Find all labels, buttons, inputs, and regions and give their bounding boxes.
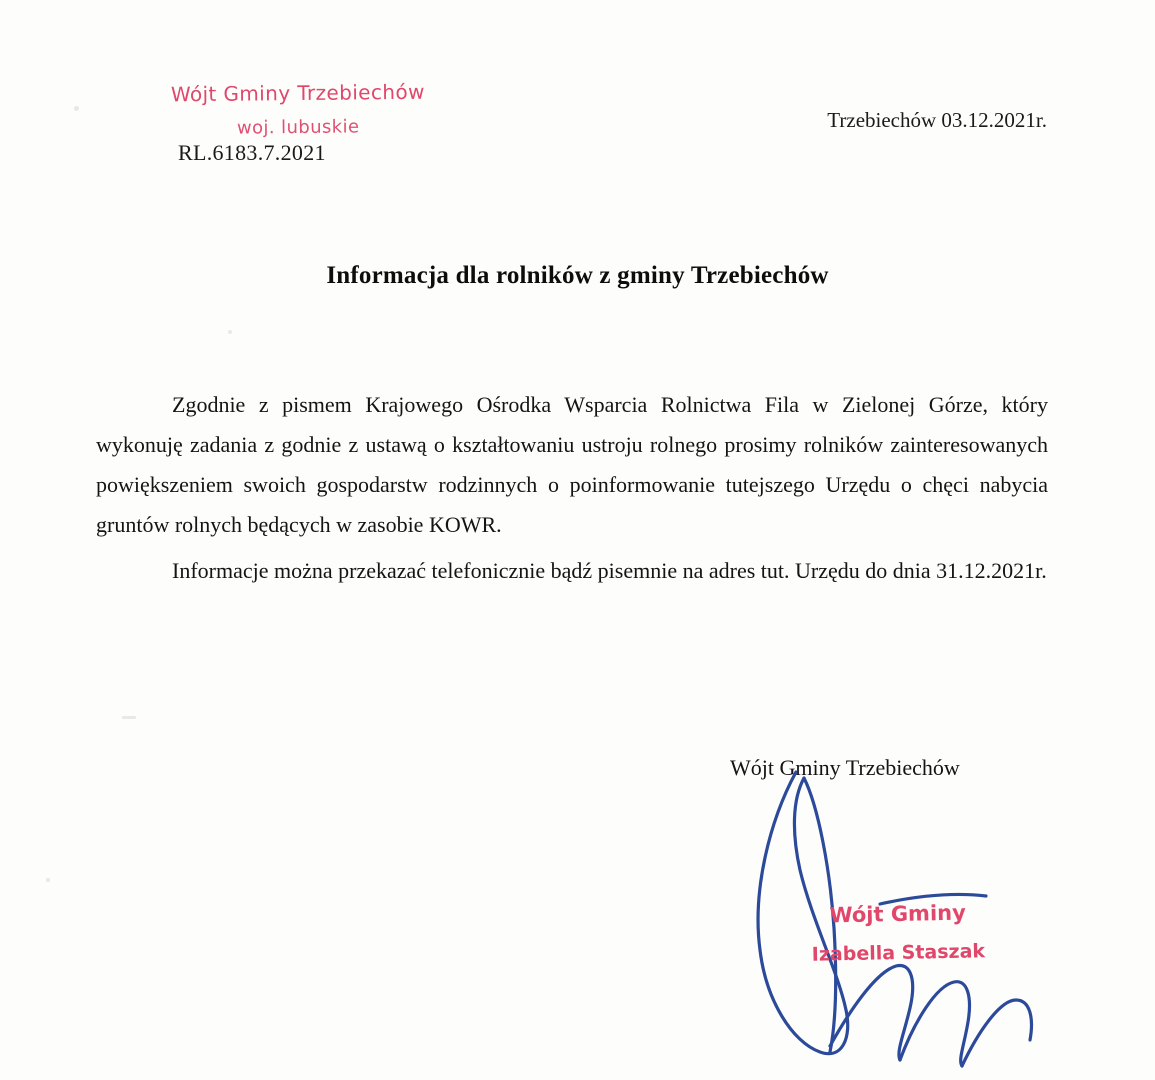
paragraph-1: Zgodnie z pismem Krajowego Ośrodka Wsparcia Rolnictwa Fila w Zielonej Górze, który wykonuję zadania z godnie z ustawą o kształtowaniu ustroju rolnego prosimy rolników zainteresowanych powiększeniem swoich gospodarstw rodzinnych o poinformowanie tutejszego Urzędu o chęci nabycia gruntów rolnych będących w zasobie KOWR. (96, 392, 1048, 538)
signature-stamp-line-2: Izabella Staszak (811, 939, 986, 966)
signature-title: Wójt Gminy Trzebiechów (730, 755, 960, 780)
scan-speck (228, 330, 232, 334)
office-stamp-line-2: woj. lubuskie (236, 116, 360, 139)
document-body (96, 385, 1048, 591)
scan-speck (74, 106, 79, 111)
scan-speck (46, 878, 50, 882)
reference-number: RL.6183.7.2021 (178, 140, 326, 165)
place-and-date: Trzebiechów 03.12.2021r. (827, 108, 1047, 132)
scan-speck (122, 716, 136, 719)
office-stamp (148, 76, 449, 142)
signature-stamp (787, 896, 1008, 971)
page-title: Informacja dla rolników z gminy Trzebiechów (326, 262, 829, 289)
paragraph-2: Informacje można przekazać telefonicznie bądź pisemnie na adres tut. Urzędu do dnia 31.12.2021r. (172, 558, 1047, 584)
office-stamp-line-1: Wójt Gminy Trzebiechów (170, 79, 425, 107)
signature-stamp-line-1: Wójt Gminy (829, 900, 967, 928)
